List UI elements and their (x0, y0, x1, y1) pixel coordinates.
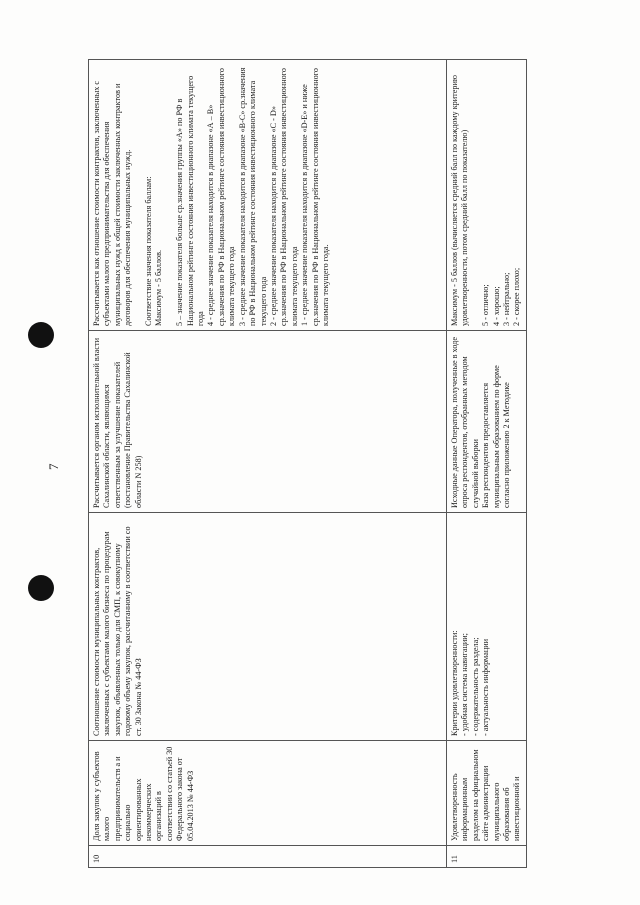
scoring-cell: Максимум - 5 баллов (вычисляется средний балл по каждому критерию удовлетворенности, потом средний балл по показателю) 5 - отлично; 4 - хорошо; 3 - нейтрально; 2 - скорее плохо; (447, 60, 527, 331)
row-number-cell: 10 (89, 846, 447, 868)
page-number: 7 (46, 463, 61, 470)
method-cell: Соотношение стоимости муниципальных контрактов, заключенных с субъектами малого бизнеса по процедурам закупок, объявленных только для СМП, к совокупному годовому объему закупок, рассчитанному в соответствии со ст. 30 Закона № 44-ФЗ (89, 513, 447, 741)
source-cell: Рассчитывается органом исполнительной власти Сахалинской области, являющимся ответственным за улучшение показателей (постановление Правительства Сахалинской области N 258) (89, 331, 447, 513)
source-cell: Исходные данные Оператора, полученные в ходе опроса респондентов, отобранных методом случайной выборки База респондентов предоставляется муниципальным образованием по форме согласно приложению 2 к Методике (447, 331, 527, 513)
criteria-table (88, 59, 527, 868)
table-row-10 (89, 60, 447, 868)
indicator-cell: Удовлетворенность информационным разделом на официальном сайте администрации муниципального образования об инвестиционной и (447, 741, 527, 846)
binder-hole-bottom (28, 575, 54, 601)
row-number-cell: 11 (447, 846, 527, 868)
indicator-cell: Доля закупок у субъектов малого предпринимательств а и социально ориентированных некоммерческих организаций в соответствии со статьей 30 Федерального закона от 05.04.2013 № 44-ФЗ (89, 741, 447, 846)
scoring-cell: Рассчитывается как отношение стоимости контрактов, заключенных с субъектами малого предпринимательства для обеспечения муниципальных нужд к общей стоимости заключенных контрактов и договоров для обеспечения муниципальных нужд. Соответствие значения показателя баллам: Максимум - 5 баллов. 5 – значение показателя больше ср.значения группы «А» по РФ в Национальном рейтинге состояния инвестиционного климата текущего года 4 - среднее значение показателя находится в диапазоне «А – В» ср.значения по РФ в Национальном рейтинге состояния инвестиционного климата текущего года 3 - среднее значение показателя находится в диапазоне «В-С» ср.значения по РФ в Национальном рейтинге состояния инвестиционного климата текущего года 2 - среднее значение показателя находится в диапазоне «С - D» ср.значения по РФ в Национальном рейтинге состояния инвестиционного климата текущего года 1 - среднее значение показателя находится в диапазоне «D-Е» и ниже ср.значения по РФ в Национальном рейтинге состояния инвестиционного климата текущего года. (89, 60, 447, 331)
table-row-11 (447, 60, 527, 868)
rotated-table-wrapper (88, 60, 524, 868)
binder-hole-top (28, 322, 54, 348)
method-cell: Критерии удовлетворенности: - удобная система навигации; - содержательность раздела; - актуальность информации (447, 513, 527, 741)
